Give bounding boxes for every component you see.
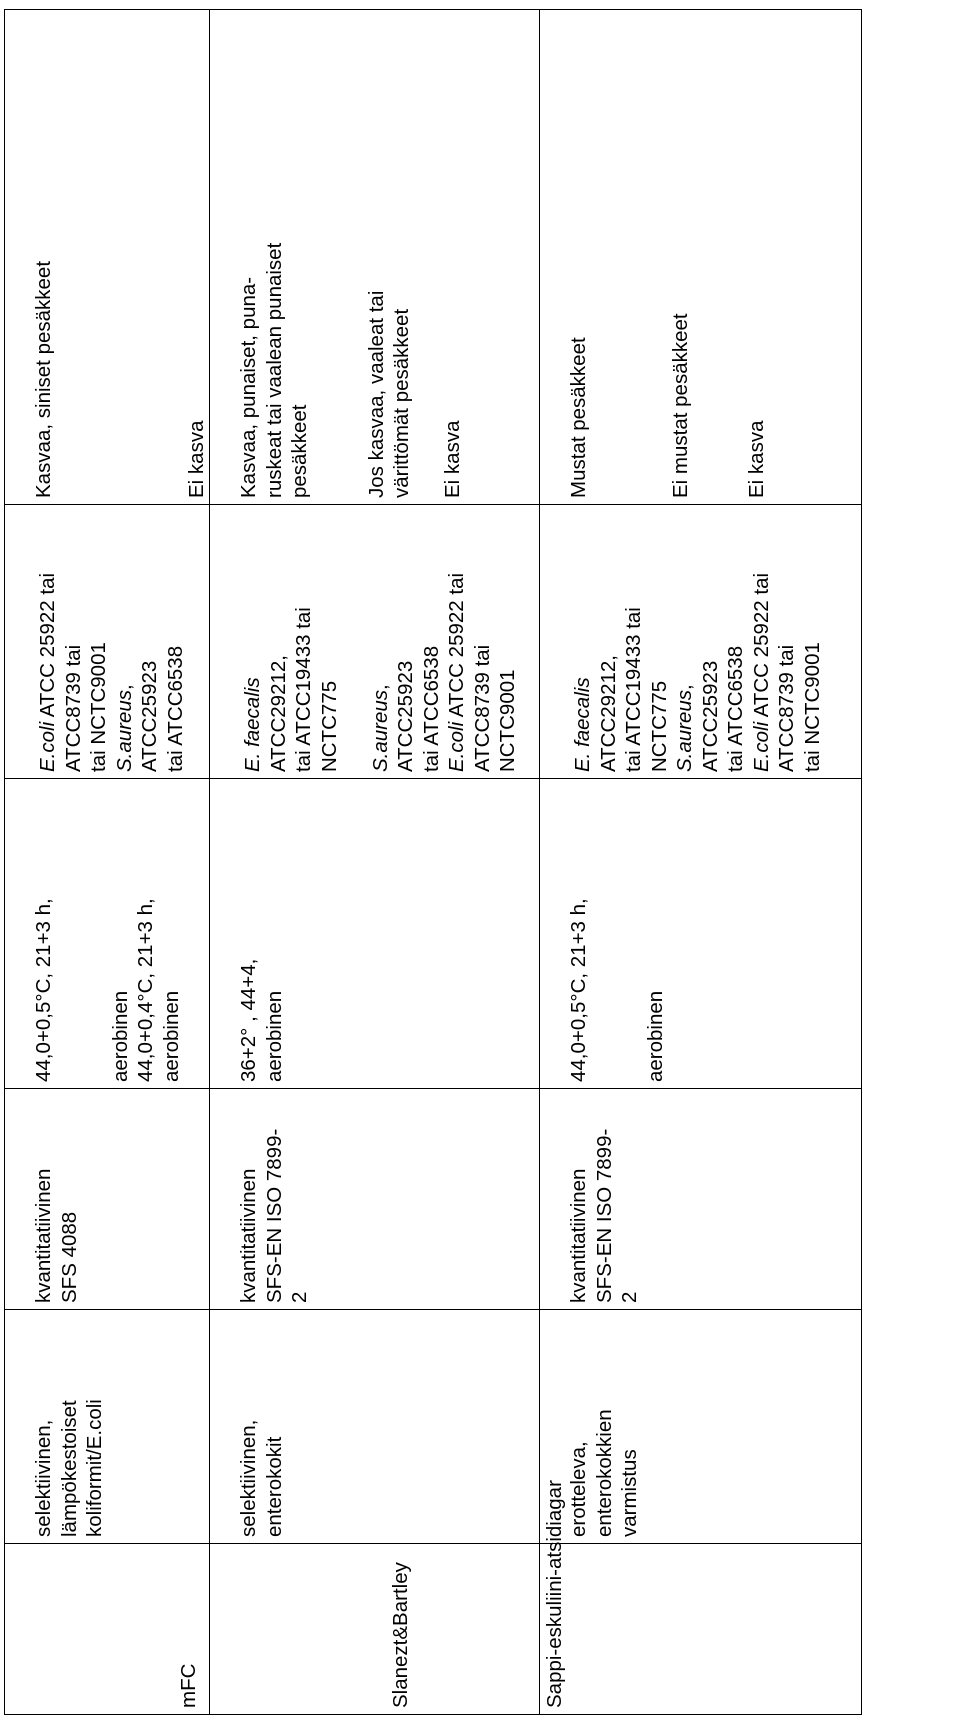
method-line: SFS-EN ISO 7899- [262, 1128, 286, 1303]
controls-line: tai ATCC19433 tai [292, 607, 315, 772]
controls-line: NCTC775 [317, 680, 341, 772]
controls-line: tai ATCC6538 [724, 645, 747, 772]
medium-name-cell [5, 1544, 210, 1715]
conditions-cell [5, 779, 210, 1089]
medium-name: Sappi-eskuliini-atsidiagar [543, 1480, 566, 1708]
results-line: Ei kasva [184, 420, 208, 498]
conditions-line: 44,0+0,5°C, 21+3 h, [567, 898, 590, 1082]
controls-line: tai ATCC19433 tai [622, 607, 645, 772]
results-line: värittömät pesäkkeet [390, 308, 413, 498]
controls-line: ATCC29212, [596, 655, 620, 772]
controls-line: tai NCTC9001 [800, 642, 824, 772]
method-line: kvantitatiivinen [567, 1168, 590, 1303]
type-line: selektiivinen, [32, 1419, 55, 1537]
media-table [4, 9, 862, 1715]
results-cell [540, 10, 862, 505]
method-line: kvantitatiivinen [237, 1168, 260, 1303]
conditions-line: 44,0+0,4°C, 21+3 h, [134, 898, 157, 1082]
results-line: Ei kasva [441, 420, 464, 498]
controls-line: E.coli ATCC 25922 tai [749, 572, 773, 772]
controls-cell [210, 505, 540, 779]
results-line: pesäkkeet [288, 404, 311, 498]
results-line: Mustat pesäkkeet [567, 337, 590, 498]
type-line: varmistus [618, 1449, 641, 1537]
method-cell [540, 1089, 862, 1310]
method-cell [5, 1089, 210, 1310]
type-line: koliformit/E.coli [83, 1399, 106, 1537]
results-cell [210, 10, 540, 505]
results-cell [5, 10, 210, 505]
table-row [210, 10, 540, 1715]
controls-line: NCTC775 [647, 680, 671, 772]
conditions-line: 36+2° , 44+4, [237, 958, 260, 1082]
conditions-line: aerobinen [108, 990, 132, 1082]
type-line: selektiivinen, [237, 1419, 260, 1537]
method-line: SFS-EN ISO 7899- [592, 1128, 616, 1303]
controls-cell [5, 505, 210, 779]
method-cell [210, 1089, 540, 1310]
results-line: Kasvaa, siniset pesäkkeet [32, 260, 55, 498]
method-line: SFS 4088 [57, 1211, 81, 1303]
method-line: 2 [288, 1291, 311, 1303]
controls-line: E. faecalis [571, 677, 594, 772]
results-line: Ei kasva [745, 420, 768, 498]
controls-line: ATCC8739 tai [470, 644, 494, 772]
controls-line: NCTC9001 [496, 669, 519, 772]
controls-line: ATCC25923 [698, 660, 722, 772]
results-line: Kasvaa, punaiset, puna- [237, 276, 260, 498]
type-line: enterokokit [262, 1436, 286, 1537]
medium-name: mFC [176, 1663, 200, 1708]
type-cell [540, 1310, 862, 1544]
type-line: enterokokkien [592, 1409, 616, 1537]
medium-name: Slanezt&Bartley [389, 1562, 412, 1708]
controls-cell [540, 505, 862, 779]
type-cell [5, 1310, 210, 1544]
controls-line: ATCC8739 tai [61, 644, 85, 772]
method-line: kvantitatiivinen [32, 1168, 55, 1303]
controls-line: ATCC8739 tai [775, 644, 798, 772]
type-cell [210, 1310, 540, 1544]
controls-line: S.aureus, [112, 684, 136, 772]
type-line: lämpökestoiset [57, 1400, 81, 1537]
controls-line: ATCC25923 [138, 660, 161, 772]
results-line: ruskeat tai vaalean punaiset [262, 242, 286, 498]
controls-line: E. faecalis [241, 677, 264, 772]
controls-line: S.aureus, [368, 684, 392, 772]
controls-line: E.coli ATCC 25922 tai [36, 572, 59, 772]
conditions-line: aerobinen [643, 990, 667, 1082]
method-line: 2 [618, 1291, 641, 1303]
controls-line: ATCC25923 [394, 660, 417, 772]
conditions-line: aerobinen [159, 990, 183, 1082]
conditions-cell [210, 779, 540, 1089]
controls-line: tai ATCC6538 [163, 645, 187, 772]
controls-line: S.aureus, [673, 684, 696, 772]
medium-name-cell [210, 1544, 540, 1715]
controls-line: tai NCTC9001 [87, 642, 110, 772]
controls-line: E.coli ATCC 25922 tai [445, 572, 468, 772]
conditions-line: 44,0+0,5°C, 21+3 h, [32, 898, 55, 1082]
controls-line: tai ATCC6538 [419, 645, 443, 772]
conditions-line: aerobinen [262, 990, 286, 1082]
type-line: erotteleva, [567, 1441, 590, 1537]
conditions-cell [540, 779, 862, 1089]
results-line: Ei mustat pesäkkeet [668, 313, 692, 498]
table-row [540, 10, 862, 1715]
controls-line: ATCC29212, [266, 655, 290, 772]
results-line: Jos kasvaa, vaaleat tai [364, 290, 388, 498]
table-row [5, 10, 210, 1715]
